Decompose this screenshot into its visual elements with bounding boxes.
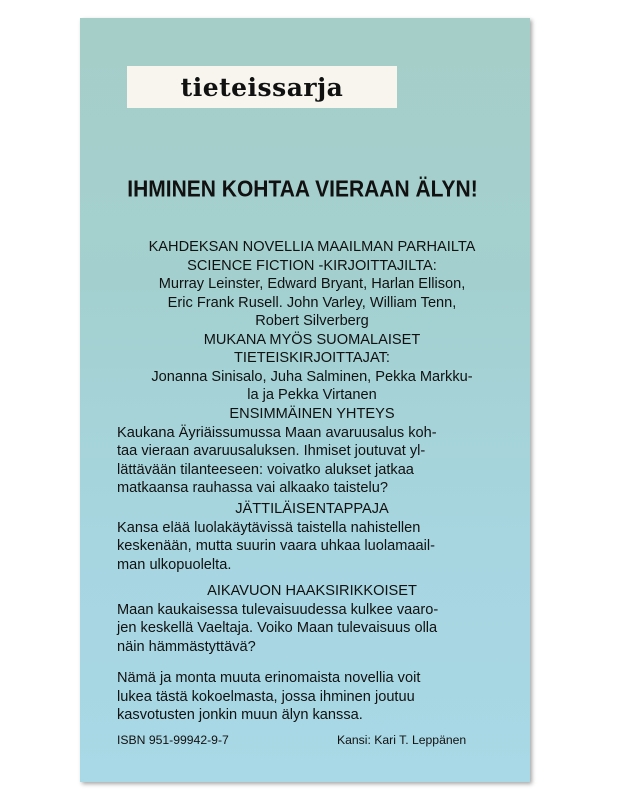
series-label: tieteissarja — [127, 66, 397, 108]
headline: IHMINEN KOHTAA VIERAAN ÄLYN! — [127, 176, 478, 203]
intro-line: la ja Pekka Virtanen — [247, 387, 377, 403]
story-title: AIKAVUON HAAKSIRIKKOISET — [207, 583, 417, 599]
intro-line: TIETEISKIRJOITTAJAT: — [234, 350, 390, 366]
closing-block — [117, 669, 507, 725]
story-line: taa vieraan avaruusaluksen. Ihmiset joutuvat yl- — [117, 443, 426, 459]
story-line: matkaansa rauhassa vai alkaako taistelu? — [117, 480, 388, 496]
intro-line: Murray Leinster, Edward Bryant, Harlan Ellison, — [158, 276, 466, 292]
story-line: näin hämmästyttävä? — [117, 638, 256, 655]
closing-line: lukea tästä kokoelmasta, jossa ihminen joutuu — [117, 688, 415, 705]
intro-line: Robert Silverberg — [255, 313, 369, 329]
isbn: ISBN 951-99942-9-7 — [117, 733, 229, 747]
story-line: man ulkopuolelta. — [117, 556, 232, 573]
story-title: ENSIMMÄINEN YHTEYS — [229, 406, 395, 422]
story-title: JÄTTILÄISENTAPPAJA — [235, 501, 389, 517]
story-block — [117, 582, 507, 656]
intro-line: Jonanna Sinisalo, Juha Salminen, Pekka Markku- — [151, 368, 473, 385]
intro-block — [117, 238, 507, 405]
intro-line: MUKANA MYÖS SUOMALAISET — [203, 331, 421, 348]
cover-credit: Kansi: Kari T. Leppänen — [337, 733, 467, 747]
intro-line: KAHDEKSAN NOVELLIA MAAILMAN PARHAILTA — [148, 239, 476, 255]
closing-line: Nämä ja monta muuta erinomaista novellia voit — [117, 670, 421, 686]
story-line: Kansa elää luolakäytävissä taistella nahistellen — [117, 519, 421, 536]
story-line: Maan kaukaisessa tulevaisuudessa kulkee vaaro- — [117, 601, 439, 618]
closing-line: kasvotusten jonkin muun älyn kanssa. — [117, 707, 363, 723]
story-line: Kaukana Äyriäissumussa Maan avaruusalus koh- — [117, 424, 437, 441]
intro-line: Eric Frank Rusell. John Varley, William Tenn, — [167, 294, 457, 311]
story-block — [117, 405, 507, 498]
intro-line: SCIENCE FICTION -KIRJOITTAJILTA: — [187, 257, 437, 274]
story-line: keskenään, mutta suurin vaara uhkaa luolamaail- — [117, 538, 435, 554]
story-block — [117, 500, 507, 574]
story-line: lättävään tilanteeseen: voivatko alukset jatkaa — [117, 461, 414, 478]
story-line: jen keskellä Vaeltaja. Voiko Maan tulevaisuus olla — [117, 620, 438, 636]
